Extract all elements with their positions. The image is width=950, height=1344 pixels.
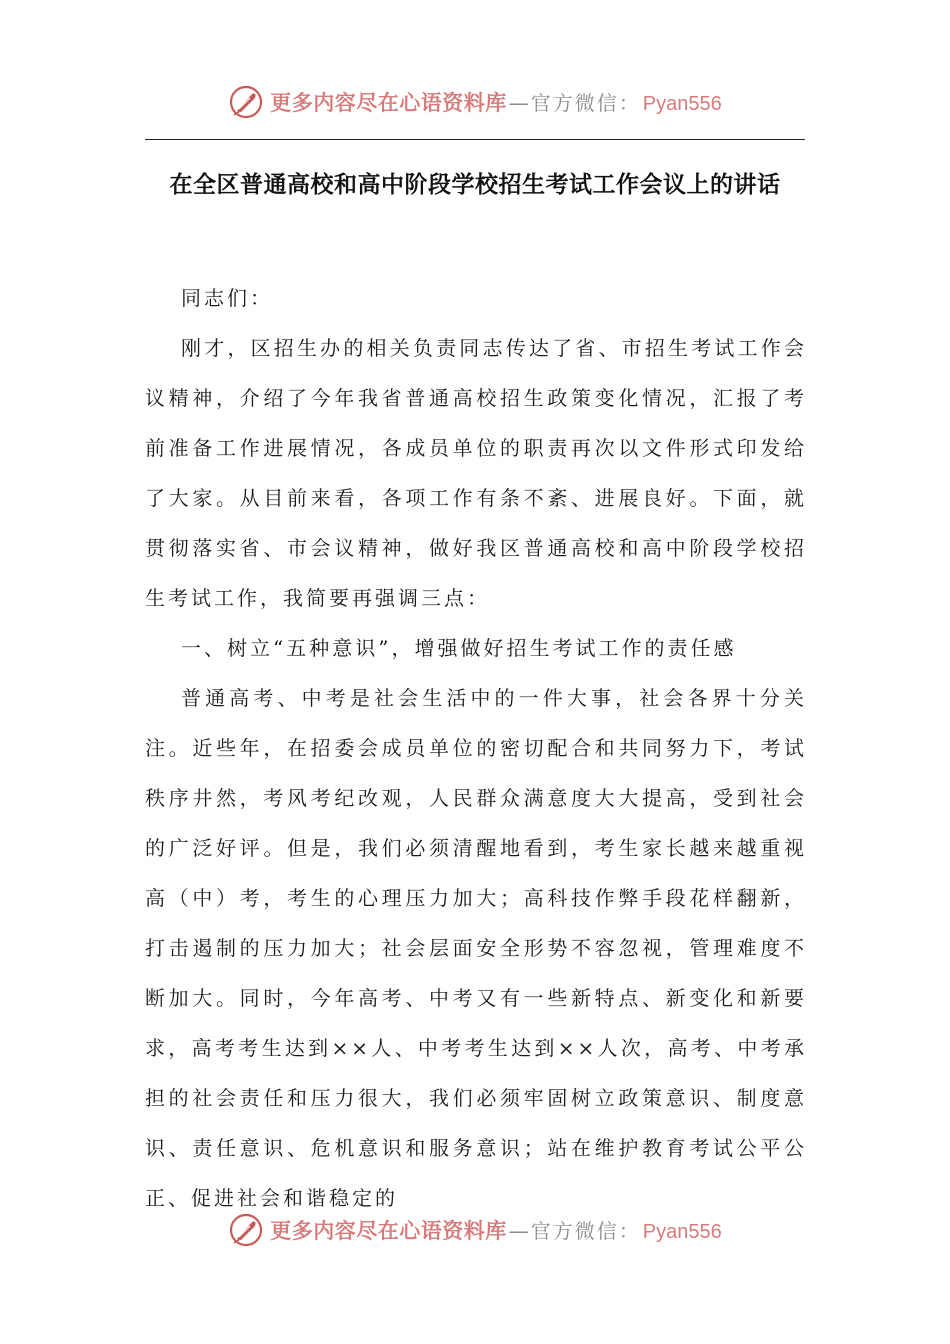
watermark-main-text: 更多内容尽在心语资料库 — [270, 90, 507, 115]
quill-logo-icon — [228, 1212, 264, 1248]
paragraph-section-1: 普通高考、中考是社会生活中的一件大事，社会各界十分关注。近些年，在招委会成员单位的密切配合和共同努力下，考试秩序井然，考风考纪改观，人民群众满意度大大提高，受到社会的广泛好评。但是，我们必须清醒地看到，考生家长越来越重视高（中）考，考生的心理压力加大；高科技作弊手段花样翻新，打击遏制的压力加大；社会层面安全形势不容忽视，管理难度不断加大。同时，今年高考、中考又有一些新特点、新变化和新要求，高考考生达到××人、中考考生达到××人次，高考、中考承担的社会责任和压力很大，我们必须牢固树立政策意识、制度意识、责任意识、危机意识和服务意识；站在维护教育考试公平公正、促进社会和谐稳定的 — [145, 686, 807, 1210]
header-divider — [145, 139, 805, 140]
watermark-header — [0, 82, 950, 122]
watermark-separator: — — [508, 1219, 529, 1243]
document-title: 在全区普通高校和高中阶段学校招生考试工作会议上的讲话 — [169, 172, 781, 198]
watermark-wechat-id: Pyan556 — [642, 1221, 722, 1243]
section-heading-1: 一、树立“五种意识”，增强做好招生考试工作的责任感 — [181, 636, 737, 660]
watermark-official-label: 官方微信： — [530, 91, 641, 115]
watermark-footer — [0, 1210, 950, 1250]
paragraph-salutation: 同志们： — [181, 286, 273, 310]
watermark-main-text: 更多内容尽在心语资料库 — [270, 1218, 507, 1243]
watermark-wechat-id: Pyan556 — [642, 93, 722, 115]
document-body — [145, 273, 807, 1223]
watermark-official-label: 官方微信： — [530, 1219, 641, 1243]
paragraph-intro: 刚才，区招生办的相关负责同志传达了省、市招生考试工作会议精神，介绍了今年我省普通高校招生政策变化情况，汇报了考前准备工作进展情况，各成员单位的职责再次以文件形式印发给了大家。从目前来看，各项工作有条不紊、进展良好。下面，就贯彻落实省、市会议精神，做好我区普通高校和高中阶段学校招生考试工作，我简要再强调三点： — [145, 336, 807, 610]
watermark-separator: — — [508, 91, 529, 115]
quill-logo-icon — [228, 84, 264, 120]
